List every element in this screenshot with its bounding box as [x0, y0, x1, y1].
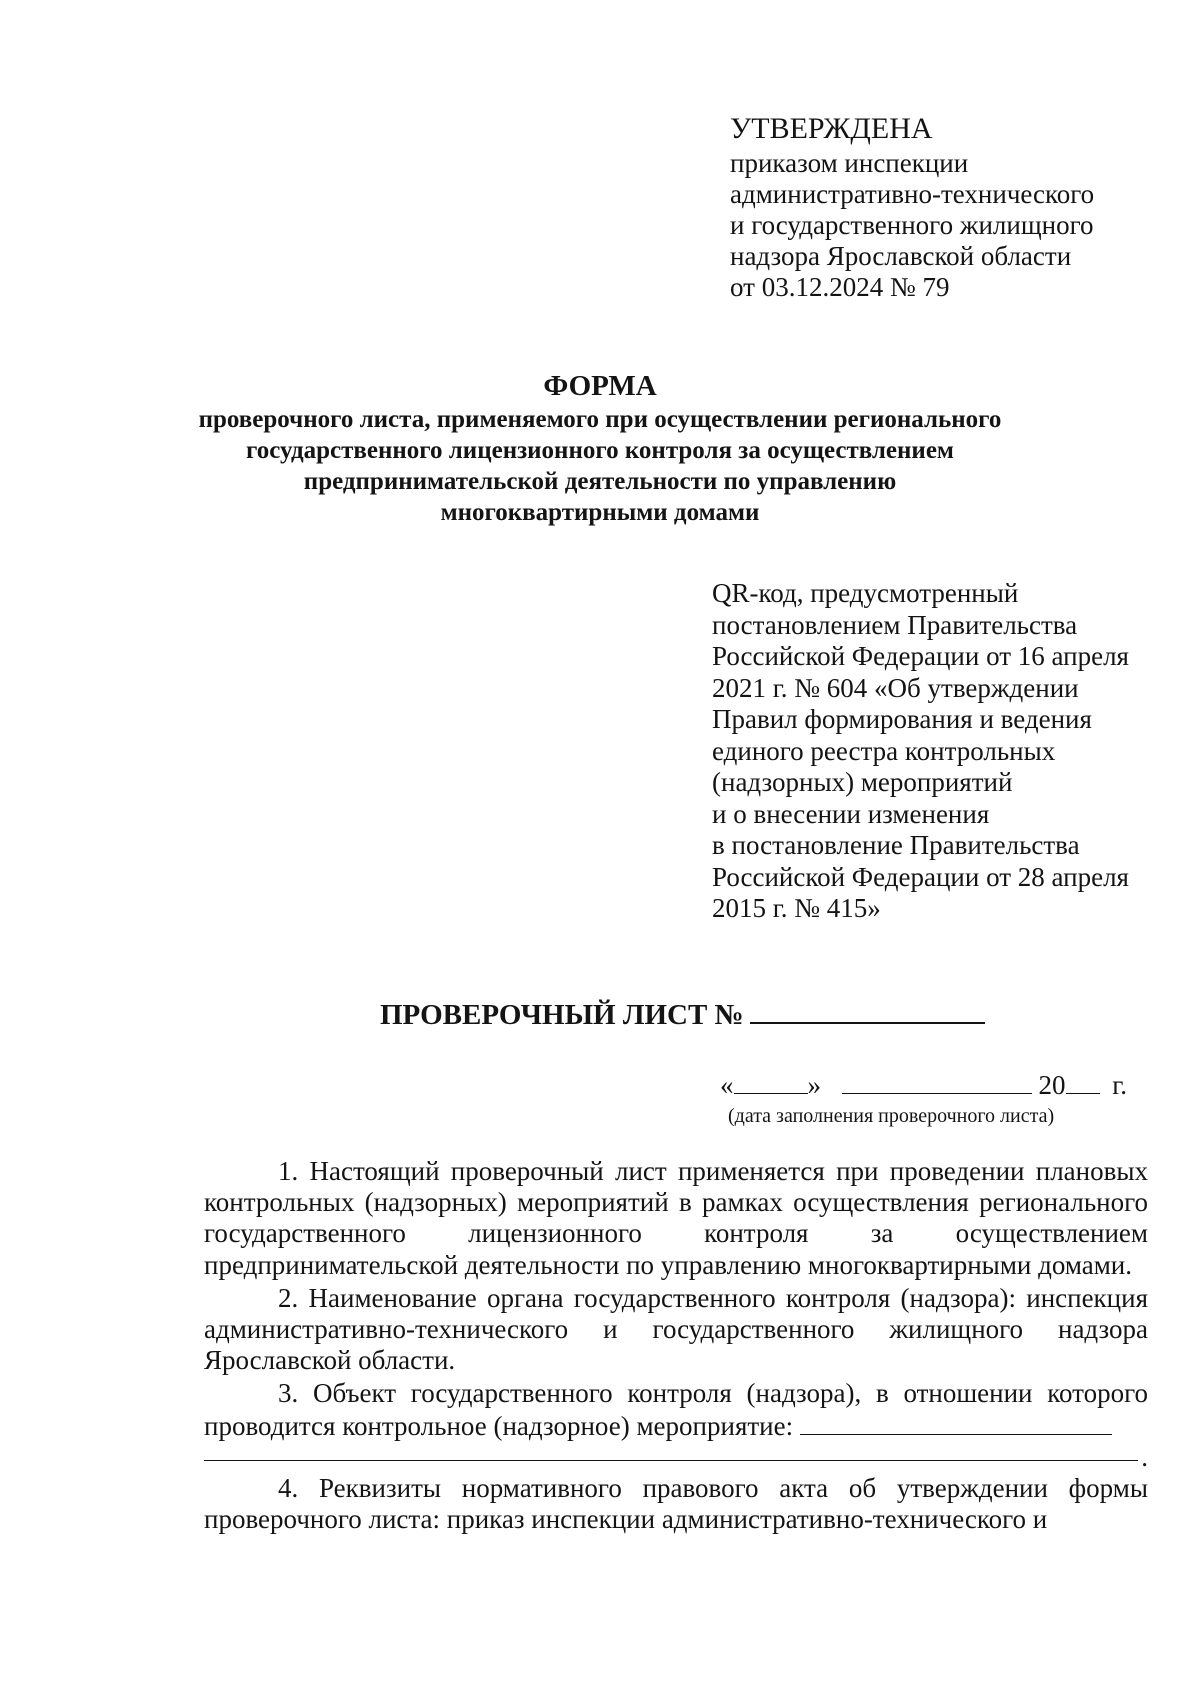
- approval-date-line: от 03.12.2024 № 79: [730, 272, 950, 302]
- qr-code-note: [712, 578, 1182, 925]
- paragraph-4: 4. Реквизиты нормативного правового акта об утверждении формы проверочного листа: приказ инспекции административно-технического и: [204, 1472, 1148, 1535]
- form-title-line: государственного лицензионного контроля за осуществлением: [246, 437, 954, 464]
- approval-line: приказом инспекции: [730, 148, 969, 178]
- approval-block: [730, 112, 1170, 303]
- approval-line: и государственного жилищного: [730, 210, 1094, 240]
- form-title-line: проверочного листа, применяемого при осуществлении регионального: [198, 406, 1002, 433]
- day-blank: [734, 1071, 808, 1094]
- form-title-line: многоквартирными домами: [440, 499, 760, 526]
- qr-note-line: единого реестра контрольных: [712, 735, 1056, 766]
- qr-note-line: QR-код, предусмотренный: [712, 578, 1019, 608]
- date-open-quote: «: [720, 1070, 734, 1100]
- approval-line: административно-технического: [730, 179, 1095, 209]
- body-text: [204, 1156, 1148, 1535]
- qr-note-line: постановлением Правительства: [712, 609, 1078, 640]
- form-title-main: ФОРМА: [543, 370, 657, 402]
- paragraph-3: [204, 1378, 1148, 1441]
- form-title-line: предпринимательской деятельности по управлению: [303, 468, 897, 495]
- object-fill-line: [204, 1442, 1148, 1473]
- check-sheet-number-blank: [750, 998, 985, 1024]
- qr-note-line: в постановление Правительства: [712, 830, 1080, 860]
- qr-note-line: 2021 г. № 604 «Об утверждении: [712, 672, 1079, 703]
- paragraph-2: 2. Наименование органа государственного контроля (надзора): инспекция административно-технического и государственного жилищного надзора Ярославской области.: [204, 1282, 1148, 1376]
- qr-note-line: Российской Федерации от 28 апреля: [712, 861, 1129, 892]
- qr-note-line: Правил формирования и ведения: [712, 704, 1092, 734]
- approval-line: надзора Ярославской области: [730, 241, 1072, 271]
- date-close-quote: »: [807, 1070, 821, 1100]
- paragraph-3-text: 3. Объект государственного контроля (надзора), в отношении которого проводится контрольное (надзорное) мероприятие:: [204, 1378, 1148, 1441]
- qr-note-line: и о внесении изменения: [712, 798, 990, 829]
- year-blank: [1066, 1071, 1100, 1094]
- qr-note-line: 2015 г. № 415»: [712, 893, 881, 923]
- object-fill-end: .: [1141, 1441, 1148, 1472]
- object-fill-blank: [800, 1410, 1112, 1435]
- year-suffix: г.: [1112, 1070, 1128, 1100]
- paragraph-1: 1. Настоящий проверочный лист применяется при проведении плановых контрольных (надзорных) мероприятий в рамках осуществления регионального государственного лицензионного контроля за осуществлением предпринимательской деятельности по управлению многоквартирными домами.: [204, 1156, 1148, 1280]
- check-sheet-title-text: ПРОВЕРОЧНЫЙ ЛИСТ №: [380, 999, 744, 1031]
- qr-note-line: Российской Федерации от 16 апреля: [712, 641, 1129, 671]
- month-blank: [842, 1071, 1032, 1094]
- date-fill-row: [720, 1070, 1140, 1101]
- form-title: [150, 368, 1050, 528]
- approval-heading: УТВЕРЖДЕНА: [730, 112, 933, 145]
- check-sheet-title: [380, 998, 985, 1032]
- object-fill-rule: [204, 1460, 1138, 1461]
- qr-note-line: (надзорных) мероприятий: [712, 767, 1013, 797]
- date-caption: (дата заполнения проверочного листа): [728, 1105, 1055, 1127]
- year-prefix: 20: [1038, 1070, 1066, 1100]
